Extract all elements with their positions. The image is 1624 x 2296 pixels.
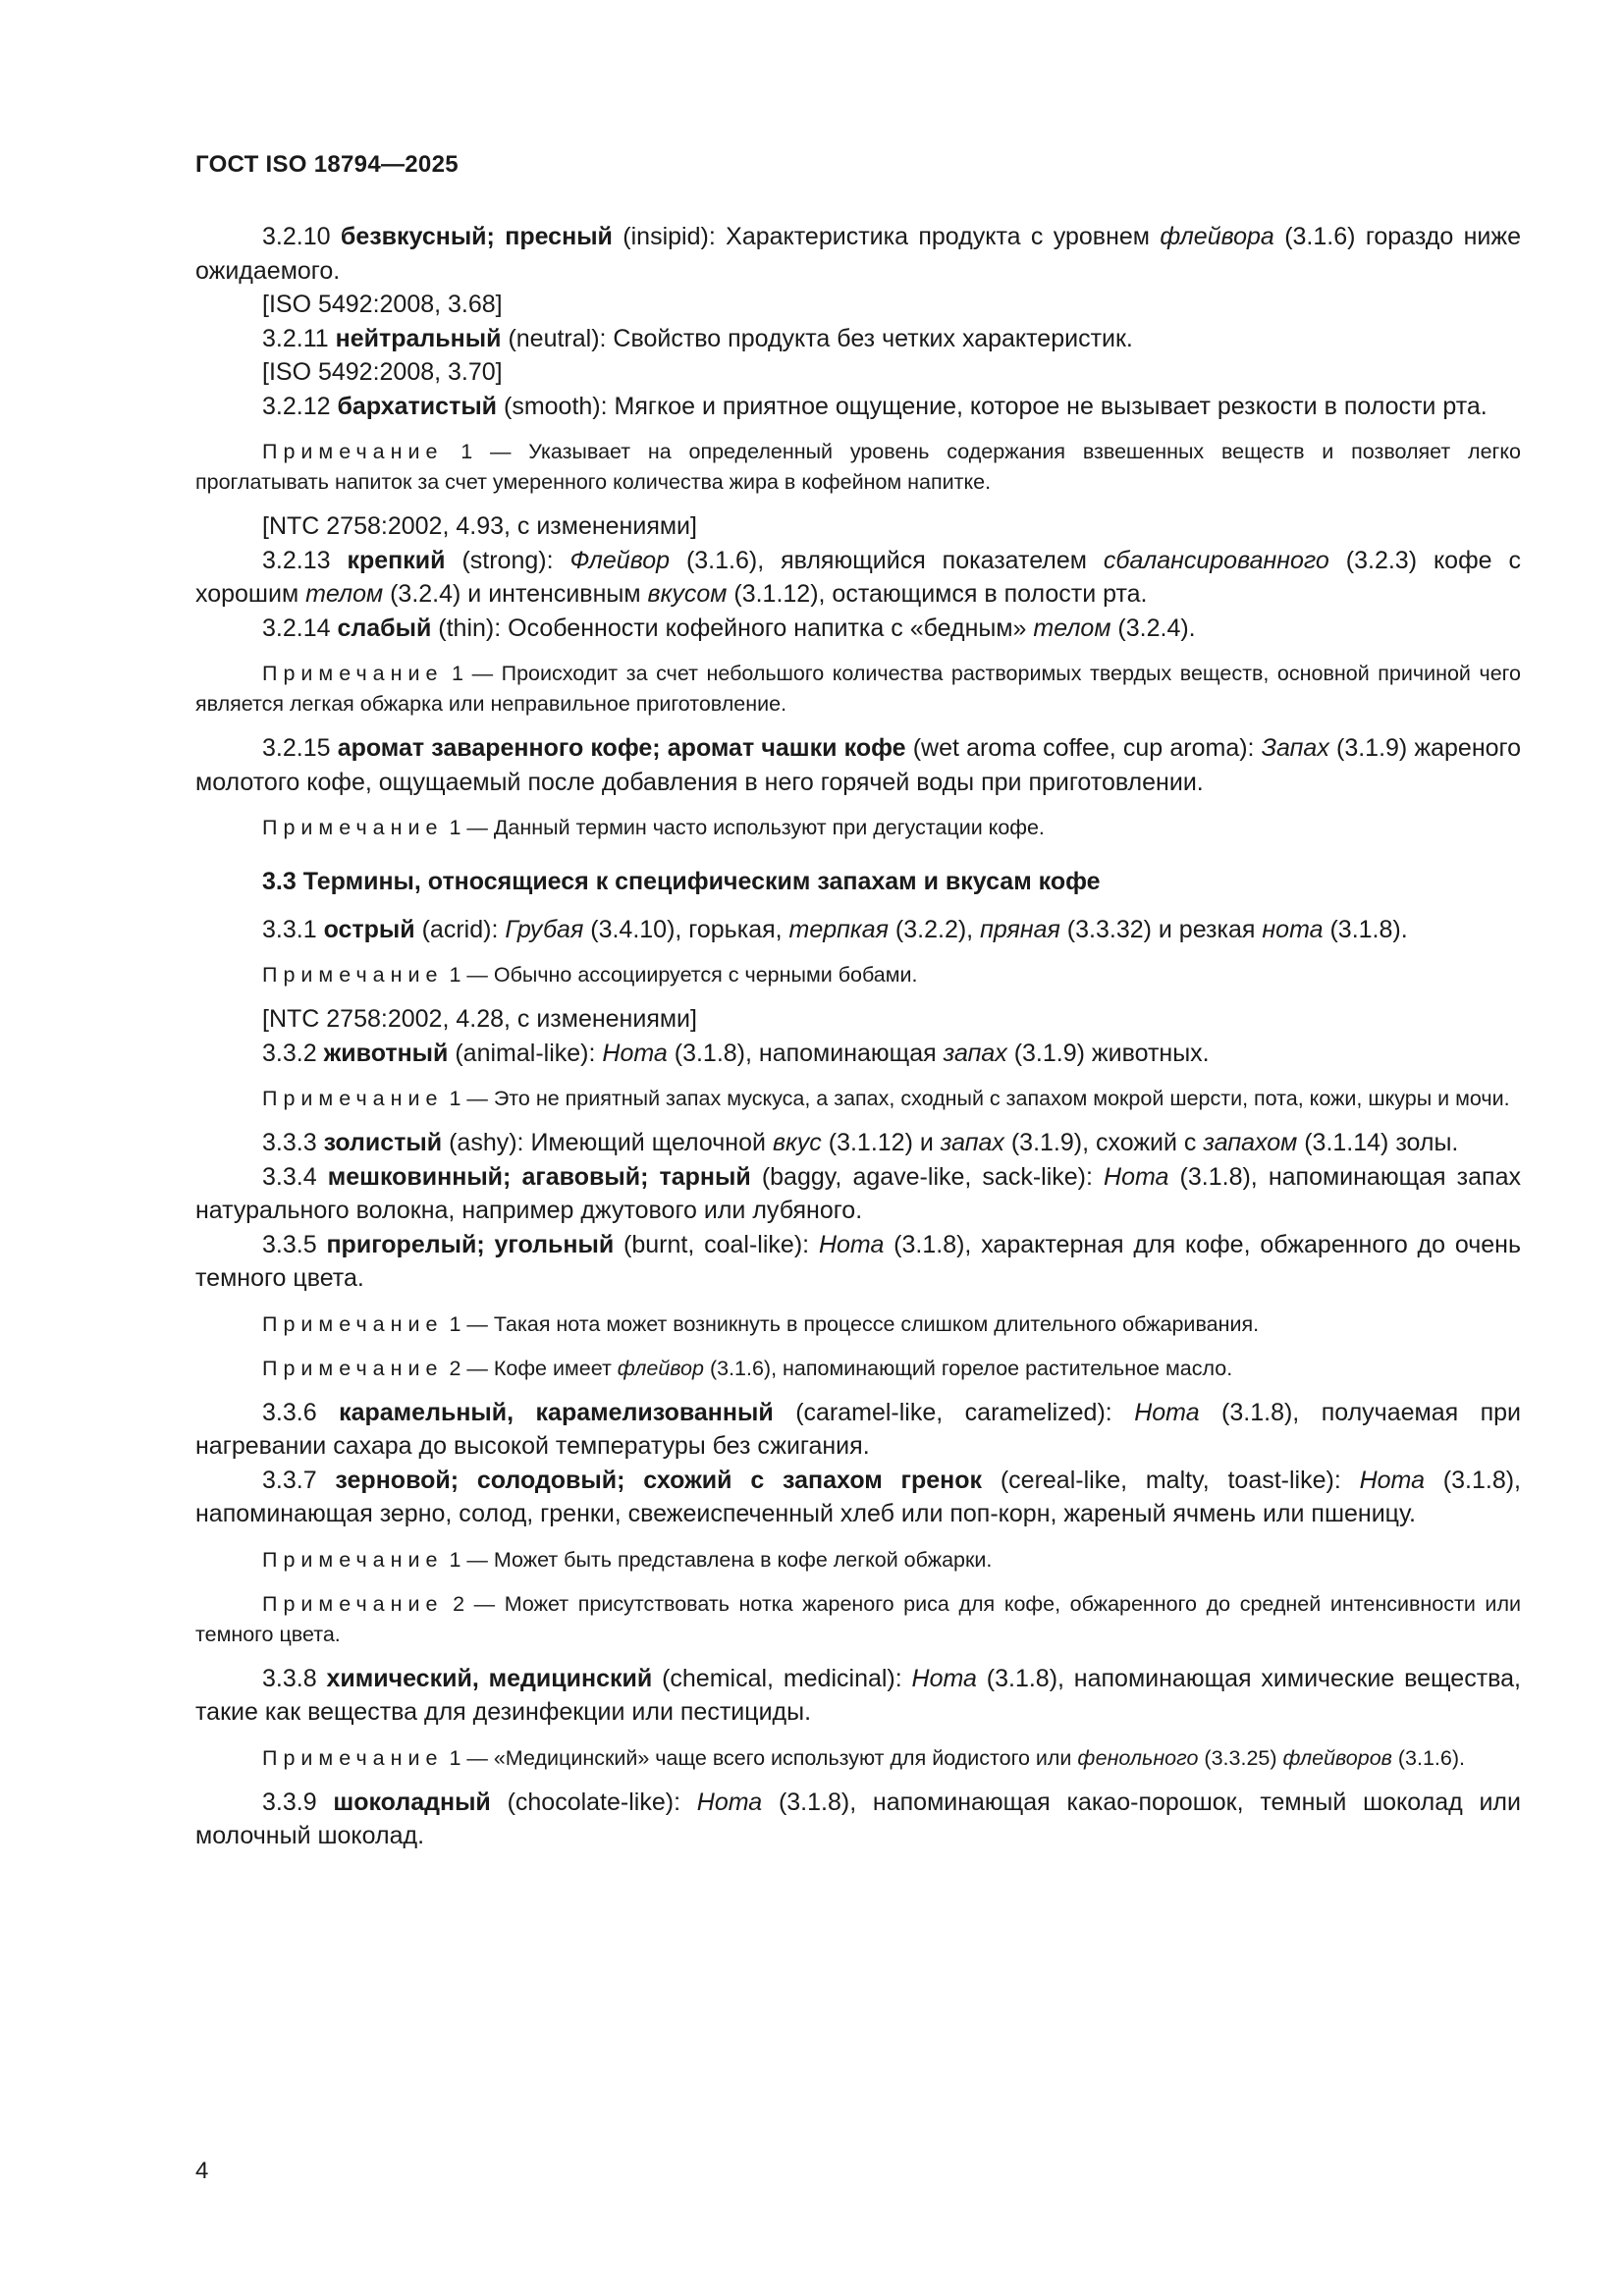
note: Примечание 1 — Обычно ассоциируется с черными бобами. [262, 963, 918, 987]
entry-3-3-7: 3.3.7 зерновой; солодовый; схожий с запахом гренок (cereal-like, malty, toast-like): Нота (3.1.8), напоминающая зерно, солод, гренки, свежеиспеченный хлеб или поп-корн, жареный ячмень или пшеницу. [195, 1466, 1522, 1527]
note: Примечание 1 — Такая нота может возникнуть в процессе слишком длительного обжаривания. [262, 1311, 1260, 1336]
entry-3-3-1: 3.3.1 острый (acrid): Грубая (3.4.10), горькая, терпкая (3.2.2), пряная (3.3.32) и резкая нота (3.1.8). [262, 915, 1408, 943]
entry-3-2-11: 3.2.11 нейтральный (neutral): Свойство продукта без четких характеристик. [262, 324, 1133, 352]
document-body [195, 220, 1521, 1853]
entry-3-2-14: 3.2.14 слабый (thin): Особенности кофейного напитка с «бедным» телом (3.2.4). [262, 614, 1196, 642]
source-ref: [NTC 2758:2002, 4.28, с изменениями] [262, 1005, 697, 1033]
note: Примечание 1 — Происходит за счет небольшого количества растворимых твердых веществ, основной причиной чего является легкая обжарка или неправильное приготовление. [195, 662, 1521, 716]
entry-3-2-10: 3.2.10 безвкусный; пресный (insipid): Характеристика продукта с уровнем флейвора (3.1.6) гораздо ниже ожидаемого. [195, 223, 1521, 285]
note: Примечание 2 — Может присутствовать нотка жареного риса для кофе, обжаренного до средней интенсивности или темного цвета. [195, 1591, 1522, 1646]
entry-3-3-3: 3.3.3 золистый (ashy): Имеющий щелочной вкус (3.1.12) и запах (3.1.9), схожий с запахом (3.1.14) золы. [262, 1129, 1459, 1156]
note: Примечание 1 — Это не приятный запах мускуса, а запах, сходный с запахом мокрой шерсти, пота, кожи, шкуры и мочи. [262, 1087, 1510, 1110]
note: Примечание 2 — Кофе имеет флейвор (3.1.6), напоминающий горелое растительное масло. [262, 1356, 1233, 1380]
note: Примечание 1 — «Медицинский» чаще всего используют для йодистого или фенольного (3.3.25) флейворов (3.1.6). [262, 1745, 1465, 1770]
entry-3-3-4: 3.3.4 мешковинный; агавовый; тарный (baggy, agave-like, sack-like): Нота (3.1.8), напоминающая запах натурального волокна, например джутового или лубяного. [195, 1162, 1521, 1224]
note: Примечание 1 — Указывает на определенный уровень содержания взвешенных веществ и позволяет легко проглатывать напиток за счет умеренного количества жира в кофейном напитке. [195, 440, 1521, 494]
source-ref: [ISO 5492:2008, 3.70] [262, 358, 503, 386]
entry-3-3-8: 3.3.8 химический, медицинский (chemical, medicinal): Нота (3.1.8), напоминающая химические вещества, такие как вещества для дезинфекции или пестициды. [195, 1664, 1521, 1726]
entry-3-2-13: 3.2.13 крепкий (strong): Флейвор (3.1.6), являющийся показателем сбалансированного (3.2.3) кофе с хорошим телом (3.2.4) и интенсивным вкусом (3.1.12), остающимся в полости рта. [195, 546, 1521, 608]
entry-3-3-2: 3.3.2 животный (animal-like): Нота (3.1.8), напоминающая запах (3.1.9) животных. [262, 1039, 1210, 1067]
entry-3-2-15: 3.2.15 аромат заваренного кофе; аромат чашки кофе (wet aroma coffee, cup aroma): Запах (3.1.9) жареного молотого кофе, ощущаемый после добавления в него горячей воды при приготовлении. [195, 734, 1522, 796]
entry-3-3-9: 3.3.9 шоколадный (chocolate-like): Нота (3.1.8), напоминающая какао-порошок, темный шоколад или молочный шоколад. [195, 1788, 1521, 1849]
page-number: 4 [195, 2158, 209, 2184]
note: Примечание 1 — Данный термин часто используют при дегустации кофе. [262, 816, 1045, 839]
document-header: ГОСТ ISO 18794—2025 [195, 151, 459, 178]
entry-3-3-6: 3.3.6 карамельный, карамелизованный (caramel-like, caramelized): Нота (3.1.8), получаемая при нагревании сахара до высокой температуры без сжигания. [195, 1398, 1522, 1460]
note: Примечание 1 — Может быть представлена в кофе легкой обжарки. [262, 1547, 993, 1572]
source-ref: [NTC 2758:2002, 4.93, с изменениями] [262, 512, 697, 540]
source-ref: [ISO 5492:2008, 3.68] [262, 291, 503, 318]
section-heading-3-3: 3.3 Термины, относящиеся к специфическим запахам и вкусам кофе [262, 868, 1101, 895]
entry-3-3-5: 3.3.5 пригорелый; угольный (burnt, coal-like): Нота (3.1.8), характерная для кофе, обжаренного до очень темного цвета. [195, 1230, 1521, 1292]
entry-3-2-12: 3.2.12 бархатистый (smooth): Мягкое и приятное ощущение, которое не вызывает резкости в полости рта. [262, 392, 1488, 420]
